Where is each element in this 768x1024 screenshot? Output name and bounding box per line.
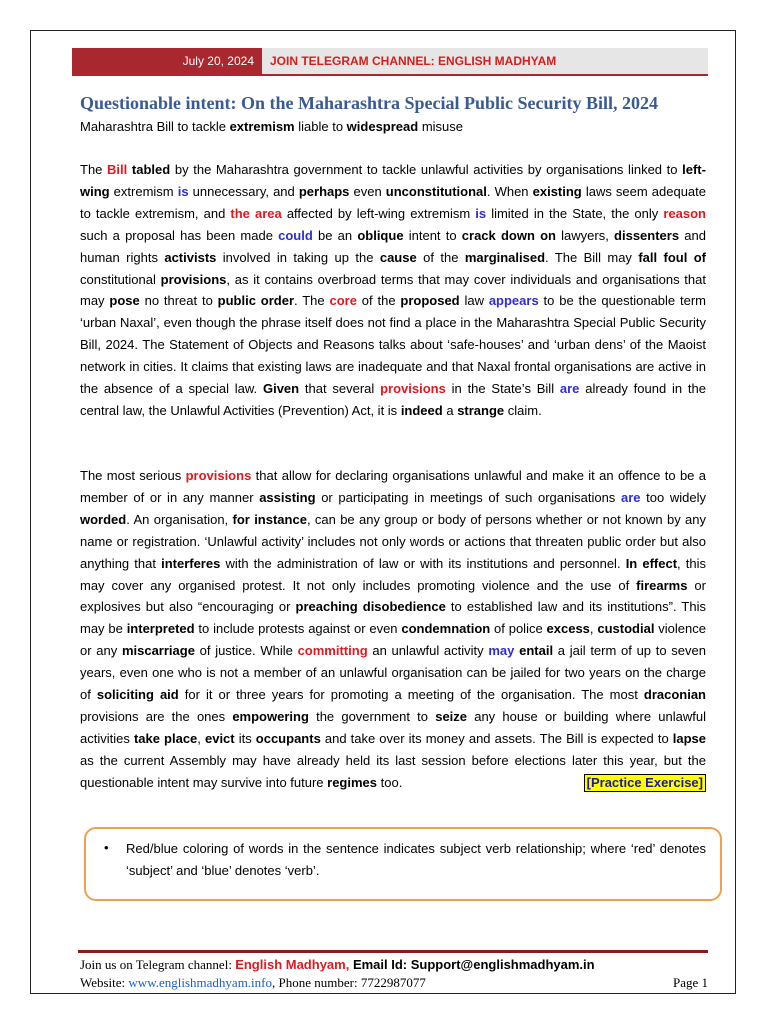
- article-paragraph-2: [80, 465, 706, 794]
- vocab-word: firearms: [636, 577, 688, 593]
- footer-phone: , Phone number: 7722987077: [272, 975, 426, 990]
- vocab-word: condemnation: [401, 621, 491, 637]
- vocab-word: interferes: [161, 555, 221, 571]
- vocab-word: provisions: [160, 271, 227, 287]
- text-run: claim.: [504, 402, 542, 418]
- header-rule: [72, 74, 708, 76]
- text-run: that allow for declaring organisations unlawful and make it an offence to be a member of or in any manner: [80, 468, 706, 505]
- text-run: ,: [589, 621, 598, 637]
- text-run: provisions are the ones: [80, 708, 233, 724]
- vocab-word: marginalised: [464, 249, 546, 265]
- text-run: that several: [299, 381, 381, 397]
- vocab-word: perhaps: [298, 183, 350, 199]
- verb-word: could: [278, 227, 313, 243]
- text-run: , can be any group or body of persons whether or not known by any name or registration. ‘Unlawful activity’ includes not only words or actions that threaten public order but also anything that: [80, 511, 707, 571]
- subtitle-keyword: widespread: [346, 119, 419, 134]
- text-run: of police: [490, 621, 547, 637]
- article-title: Questionable intent: On the Maharashtra Special Public Security Bill, 2024: [80, 93, 659, 113]
- footer-rule: [78, 950, 708, 953]
- vocab-word: activists: [164, 249, 217, 265]
- vocab-word: preaching disobedience: [295, 599, 446, 615]
- vocab-word: pose: [109, 293, 140, 309]
- practice-exercise-link[interactable]: [Practice Exercise]: [584, 774, 706, 792]
- footer-email[interactable]: Email Id: Support@englishmadhyam.in: [349, 957, 595, 972]
- text-run: an unlawful activity: [367, 643, 489, 659]
- text-run: . The: [294, 293, 330, 309]
- vocab-word: take place: [133, 730, 198, 746]
- article-subtitle: [80, 119, 463, 134]
- text-run: any house or building where unlawful activities: [80, 708, 707, 746]
- text-run: . The Bill may: [545, 249, 639, 265]
- text-run: of justice. While: [194, 643, 298, 659]
- vocab-word: occupants: [255, 730, 321, 746]
- vocab-word: cause: [379, 249, 417, 265]
- vocab-word: worded: [80, 511, 127, 527]
- vocab-word: miscarriage: [121, 643, 195, 659]
- text-run: and take over its money and assets. The Bill is expected to: [320, 730, 673, 746]
- vocab-word: excess: [546, 621, 590, 637]
- text-run: with the administration of law or with its institutions and personnel.: [220, 555, 626, 571]
- text-run: for it or three years for promoting a meeting of the organisation. The most: [178, 687, 644, 703]
- text-run: even: [349, 183, 386, 199]
- vocab-word: dissenters: [614, 227, 680, 243]
- vocab-word: unconstitutional: [385, 183, 487, 199]
- text-run: to include protests against or even: [194, 621, 402, 637]
- subject-word: provisions: [185, 468, 252, 483]
- verb-word: is: [177, 183, 189, 199]
- text-run: laws seem adequate to tackle extremism, and: [80, 183, 707, 221]
- footer-contact-line: [80, 957, 595, 973]
- verb-word: are: [620, 489, 641, 505]
- text-run: no threat to: [139, 293, 218, 309]
- header-date: July 20, 2024: [72, 48, 262, 74]
- text-run: extremism: [109, 183, 178, 199]
- text-run: unnecessary, and: [188, 183, 299, 199]
- subject-word: committing: [297, 643, 368, 659]
- text-run: law: [459, 293, 489, 309]
- vocab-word: custodial: [597, 621, 655, 637]
- subject-word: provisions: [380, 381, 446, 397]
- verb-word: are: [559, 381, 580, 397]
- vocab-word: left-wing: [80, 162, 706, 199]
- text-run: . An organisation,: [126, 511, 233, 527]
- text-run: and human rights: [80, 227, 706, 265]
- vocab-word: In effect: [625, 555, 678, 571]
- text-run: already found in the central law, the Unlawful Activities (Prevention) Act, it is: [80, 381, 706, 418]
- subtitle-keyword: extremism: [229, 119, 295, 134]
- header-telegram-channel[interactable]: JOIN TELEGRAM CHANNEL: ENGLISH MADHYAM: [262, 48, 708, 74]
- text-run: too.: [377, 774, 403, 790]
- vocab-word: tabled: [131, 162, 171, 177]
- vocab-word: Given: [262, 381, 300, 397]
- text-run: as the current Assembly may have already held its last session before elections later this year, but the questionable intent may survive into future: [80, 752, 706, 790]
- page-number: Page 1: [672, 975, 708, 990]
- text-run: a: [442, 402, 458, 418]
- text-run: or explosives but also “encouraging or: [80, 577, 706, 615]
- vocab-word: soliciting aid: [96, 687, 179, 703]
- note-box: [84, 827, 722, 901]
- vocab-word: evict: [204, 730, 235, 746]
- text-run: to established law and its institutions”. This may be: [80, 599, 706, 637]
- text-run: The most serious: [80, 468, 186, 483]
- text-run: a jail term of up to seven years, even one who is not a member of an unlawful organisation can be jailed for two years on the charge of: [80, 643, 706, 703]
- vocab-word: regimes: [327, 774, 378, 790]
- verb-word: may: [488, 643, 515, 659]
- footer-channel-name[interactable]: English Madhyam,: [235, 957, 350, 972]
- header-bar: [72, 48, 708, 74]
- subject-word: core: [329, 293, 357, 309]
- text-run: such a proposal has been made: [80, 227, 279, 243]
- text-run: or participating in meetings of such organisations: [315, 489, 621, 505]
- vocab-word: interpreted: [126, 621, 195, 637]
- note-text: Red/blue coloring of words in the sentence indicates subject verb relationship; where ‘red’ denotes ‘subject’ and ‘blue’ denotes ‘verb’.: [126, 841, 706, 878]
- text-run: too widely: [640, 489, 707, 505]
- text-run: involved in taking up the: [216, 249, 380, 265]
- vocab-word: public order: [217, 293, 295, 309]
- text-run: , as it contains overbroad terms that may cover individuals and organisations that may: [80, 271, 706, 309]
- vocab-word: fall foul of: [638, 249, 707, 265]
- text-run: its: [234, 730, 256, 746]
- text-run: the government to: [308, 708, 436, 724]
- vocab-word: entail: [519, 643, 554, 659]
- vocab-word: existing: [532, 183, 582, 199]
- text-run: intent to: [403, 227, 462, 243]
- text-run: by the Maharashtra government to tackle unlawful activities by organisations linked to: [170, 162, 683, 177]
- text-run: constitutional: [80, 271, 161, 287]
- text-run: in the State’s Bill: [445, 381, 560, 397]
- subtitle-text: misuse: [418, 119, 463, 134]
- footer-website-label: Website:: [80, 975, 129, 990]
- subject-word: reason: [663, 205, 706, 221]
- article-paragraph-1: [80, 159, 706, 422]
- text-run: be an: [312, 227, 358, 243]
- vocab-word: indeed: [400, 402, 443, 418]
- subject-word: the area: [230, 205, 282, 221]
- vocab-word: crack down on: [461, 227, 556, 243]
- verb-word: appears: [488, 293, 539, 309]
- text-run: ,: [197, 730, 205, 746]
- text-run: to be the questionable term ‘urban Naxal’, even though the phrase itself does not find a place in the Maharashtra Special Public Security Bill, 2024. The Statement of Objects and Reasons talks about ‘safe-houses’ and ‘urban dens’ of the Maoist network in cities. It claims that existing laws are inadequate and that Naxal frontal organisations are active in the absence of a special law.: [80, 293, 706, 397]
- text-run: of the: [356, 293, 401, 309]
- note-bullet: •: [104, 840, 109, 855]
- footer-website-line: [80, 975, 708, 991]
- footer-join-text: Join us on Telegram channel:: [80, 957, 236, 972]
- text-run: limited in the State, the only: [486, 205, 664, 221]
- vocab-word: assisting: [259, 489, 316, 505]
- subtitle-text: Maharashtra Bill to tackle: [80, 119, 230, 134]
- text-run: The: [80, 162, 108, 177]
- vocab-word: proposed: [400, 293, 460, 309]
- text-run: of the: [416, 249, 465, 265]
- vocab-word: draconian: [643, 687, 706, 703]
- vocab-word: strange: [457, 402, 505, 418]
- subtitle-text: liable to: [294, 119, 347, 134]
- vocab-word: lapse: [672, 730, 706, 746]
- vocab-word: oblique: [357, 227, 404, 243]
- text-run: lawyers,: [555, 227, 615, 243]
- verb-word: is: [475, 205, 487, 221]
- vocab-word: seize: [435, 708, 468, 724]
- subject-word: Bill: [107, 162, 128, 177]
- text-run: , this may cover any organised protest. It not only includes promoting violence and the use of: [80, 555, 707, 593]
- text-run: . When: [486, 183, 533, 199]
- text-run: affected by left-wing extremism: [281, 205, 476, 221]
- footer-website-link[interactable]: www.englishmadhyam.info: [128, 975, 272, 990]
- vocab-word: for instance: [232, 511, 307, 527]
- text-run: violence or any: [80, 621, 706, 659]
- vocab-word: empowering: [232, 708, 309, 724]
